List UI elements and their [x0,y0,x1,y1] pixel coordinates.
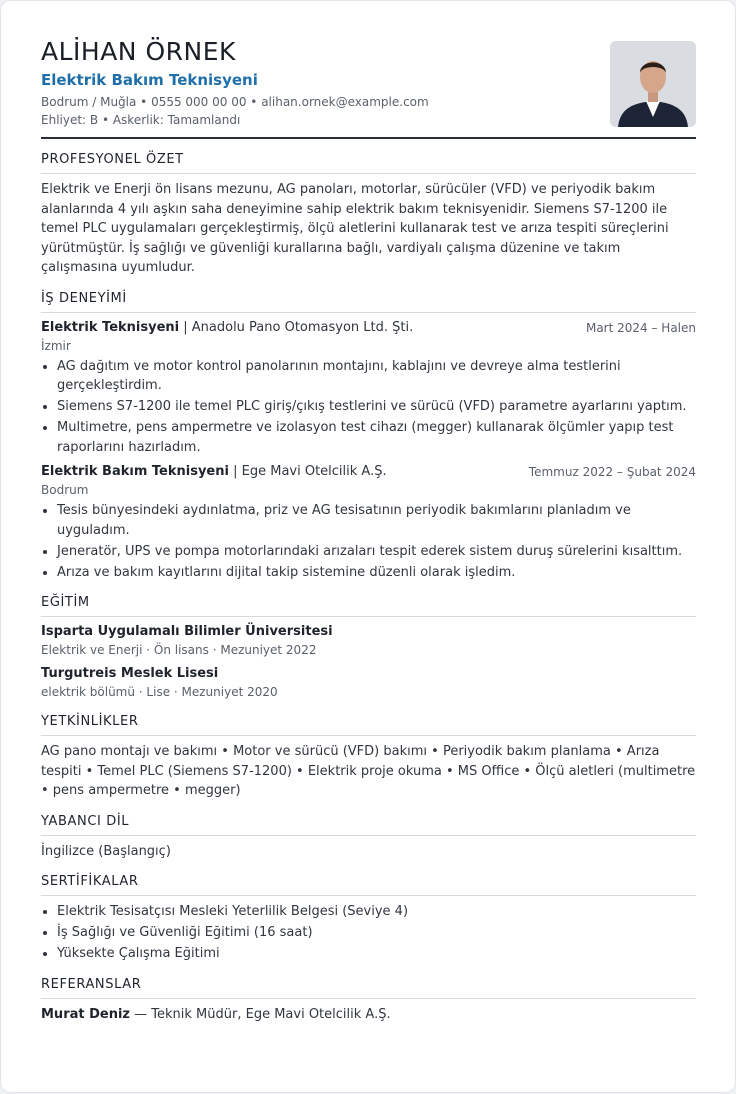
job-bullet: • Multimetre, pens ampermetre ve izolasyon test cihazı (megger) kullanarak ölçümler yapıp test raporlarını hazırladım. [57,418,696,457]
job-location: İzmir [41,338,71,353]
job-entry [41,463,696,582]
job-bullets [41,357,696,458]
education-entry [41,665,696,701]
job-separator: | [228,464,242,479]
job-header [41,319,696,337]
license-military-line: Ehliyet: B • Askerlik: Tamamlandı [41,113,241,127]
school-detail: elektrik bölümü · Lise · Mezuniyet 2020 [41,685,278,699]
header-divider [41,137,696,139]
languages-heading: YABANCI DİL [41,813,696,836]
job-bullet: • Tesis bünyesindeki aydınlatma, priz ve AG tesisatının periyodik bakımlarını planladım ve uyguladım. [57,501,696,540]
job-company: Ege Mavi Otelcilik A.Ş. [241,464,387,479]
school-name: Isparta Uygulamalı Bilimler Üniversitesi [41,624,333,639]
summary-text: Elektrik ve Enerji ön lisans mezunu, AG panoları, motorlar, sürücüler (VFD) ve periyodik bakım alanlarında 4 yılı aşkın saha deneyimine sahip elektrik bakım teknisyenidir. Siemens S7-1200 ile temel PLC uygulamaları gerçekleştirmiş, ölçü aletlerini kullanarak test ve arıza tespiti süreçlerini yürütmüştür. İş sağlığı ve güvenliği kurallarına bağlı, vardiyalı çalışma düzenine ve takım çalışmasına uyumludur. [41,182,669,275]
certificate-item: • İş Sağlığı ve Güvenliği Eğitimi (16 saat) [57,923,696,943]
job-bullet: • AG dağıtım ve motor kontrol panolarının montajını, kablajını ve devreye alma testlerini gerçekleştirdim. [57,357,696,396]
candidate-name: ALİHAN ÖRNEK [41,37,236,66]
job-role: Elektrik Teknisyeni [41,319,180,335]
job-date: Mart 2024 – Halen [585,320,696,335]
school-name: Turgutreis Meslek Lisesi [41,666,219,681]
job-role: Elektrik Bakım Teknisyeni [41,464,229,479]
skills-heading: YETKİNLİKLER [41,713,696,736]
job-location: Bodrum [41,483,89,497]
certificate-item: • Yüksekte Çalışma Eğitimi [57,944,696,964]
contact-info [41,93,696,129]
candidate-title: Elektrik Bakım Teknisyeni [41,71,258,89]
contact-line: Bodrum / Muğla • 0555 000 00 00 • alihan.ornek@example.com [41,95,429,109]
resume-content [41,37,696,1024]
resume-page [1,1,735,1092]
languages-text: İngilizce (Başlangıç) [41,843,171,859]
certificate-list [41,902,696,964]
job-date: Temmuz 2022 – Şubat 2024 [528,465,696,479]
resume-header [41,37,696,133]
job-bullet: • Siemens S7-1200 ile temel PLC giriş/çıkış testlerini ve sürücü (VFD) parametre ayarlarını yaptım. [57,397,696,417]
job-entry [41,319,696,458]
skills-text: AG pano montajı ve bakımı • Motor ve sürücü (VFD) bakımı • Periyodik bakım planlama • Arıza tespiti • Temel PLC (Siemens S7-1200) • Elektrik proje okuma • MS Office • Ölçü aletleri (multimetre • pens ampermetre • megger) [41,744,696,798]
certificates-heading: SERTİFİKALAR [41,873,696,896]
job-separator: | [179,319,192,335]
job-bullets [41,501,696,582]
profile-photo [610,41,696,127]
job-company: Anadolu Pano Otomasyon Ltd. Şti. [191,319,414,335]
job-bullet: • Jeneratör, UPS ve pompa motorlarındaki arızaları tespit ederek sistem duruş sürelerini kısalttım. [57,542,696,562]
job-header [41,463,696,481]
experience-heading: İŞ DENEYİMİ [41,290,696,313]
reference-name: Murat Deniz [41,1006,131,1022]
school-detail: Elektrik ve Enerji · Ön lisans · Mezuniyet 2022 [41,643,317,657]
education-heading: EĞİTİM [41,594,696,617]
summary-heading: PROFESYONEL ÖZET [41,151,696,174]
job-bullet: • Arıza ve bakım kayıtlarını dijital takip sistemine düzenli olarak işledim. [57,563,696,583]
certificate-item: • Elektrik Tesisatçısı Mesleki Yeterlilik Belgesi (Seviye 4) [57,902,696,922]
education-entry [41,623,696,659]
reference-detail: — Teknik Müdür, Ege Mavi Otelcilik A.Ş. [130,1006,391,1022]
profile-photo-image [610,41,696,127]
reference-entry [41,1005,696,1025]
references-heading: REFERANSLAR [41,976,696,999]
